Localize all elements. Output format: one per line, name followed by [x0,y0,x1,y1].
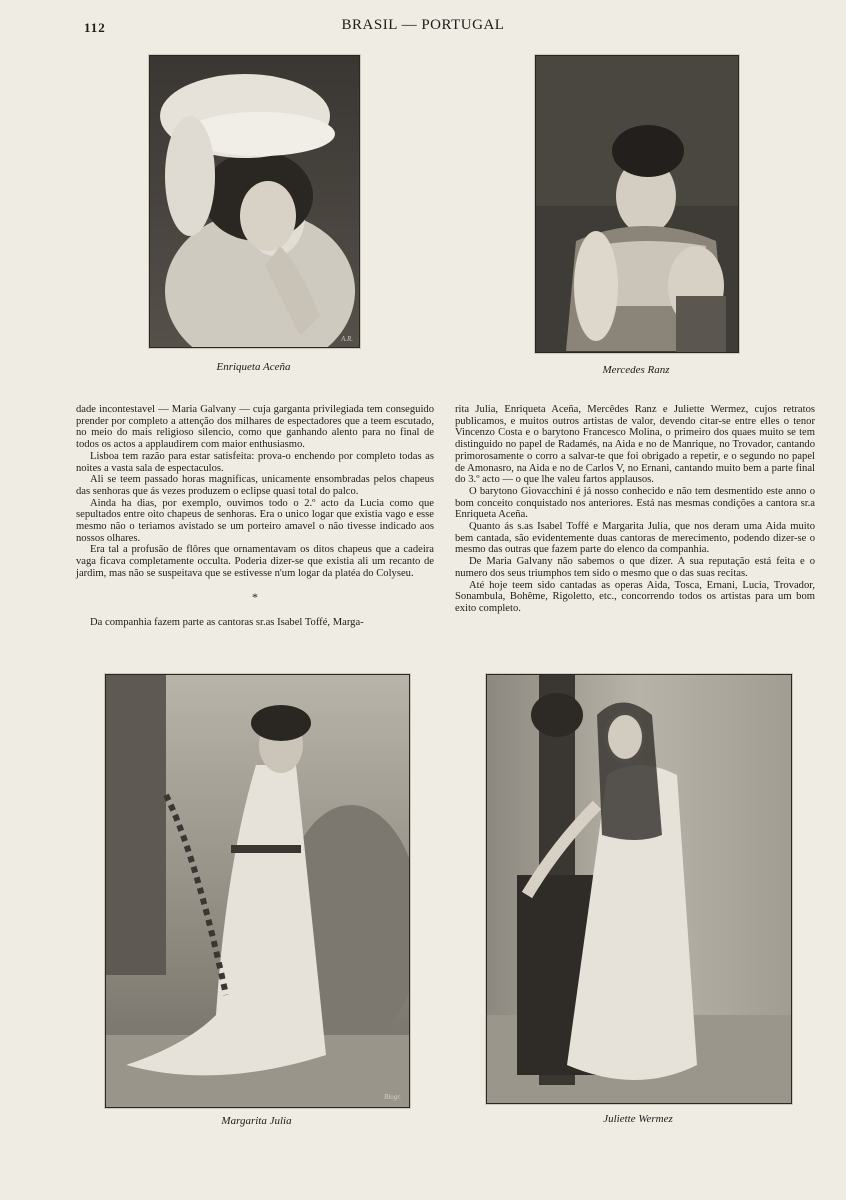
paragraph: De Maria Galvany não sabemos o que dizer. A sua reputação está feita e o numero dos seus triumphos tem sido o mesmo que o das suas recitas. [455,556,815,579]
page-number: 112 [84,20,106,35]
photo-mercedes-ranz [535,55,739,353]
paragraph: O barytono Giovacchini é já nosso conhecido e não tem desmentido este anno o bom conceito conquistado nos anteriores. Está nas mesmas condições a cantora sr.a Enriqueta Aceña. [455,485,815,521]
section-separator: * [252,589,258,604]
paragraph: Ainda ha dias, por exemplo, ouvimos todo o 2.º acto da Lucia como que sepultados entre oito chapeus de senhoras. Era o unico logar que existia vago e esse mesmo não o teriamos avistado se um porteiro amavel o não tivesse indicado aos nossos olhares. [76,497,434,544]
paragraph: Era tal a profusão de flôres que ornamentavam os ditos chapeus que a cadeira vaga ficava completamente occulta. Poderia dizer-se que existia ali um recanto de jardim, mas não se suspeitava que se estivesse n'um logar da platéa do Colyseu. [76,544,434,579]
caption-juliette-wermez: Juliette Wermez [603,1113,673,1125]
article-right-column [455,404,815,615]
photo-margarita-julia: Biogr. [105,674,410,1108]
photo-enriqueta-acena: A.R. [149,55,360,348]
running-head: BRASIL — PORTUGAL [341,17,505,33]
caption-enriqueta-acena: Enriqueta Aceña [216,361,291,373]
caption-margarita-julia: Margarita Julia [221,1115,292,1127]
article-left-column [76,404,434,629]
paragraph: Da companhia fazem parte as cantoras sr.as Isabel Toffé, Marga- [90,617,364,629]
paragraph: Lisboa tem razão para estar satisfeita: prova-o enchendo por completo todas as noites a vasta sala de espectaculos. [76,450,434,474]
paragraph: rita Julia, Enriqueta Aceña, Mercêdes Ranz e Juliette Wermez, cujos retratos publicamos, e muitos outros artistas de valor, devendo citar-se entre elles o tenor Vincenzo Costa e o barytono Francesco Molina, o primeiro dos quaes muito se tem distinguido no papel de Radamés, na Aida e no de Manrique, no Trovador, cantando primorosamente o corro a salvar-te que foi obrigado a repetir, e o segundo no papel de Amonasro, na Aida e no de Carlos V, no Ernani, cantando muito bem a parte final do 3.º acto — o que lhe valeu fartos applausos. [455,404,815,486]
caption-mercedes-ranz: Mercedes Ranz [602,364,670,376]
paragraph: dade incontestavel — Maria Galvany — cuja garganta privilegiada tem conseguido prender por completo a attenção dos milhares de espectadores que a teem escutado, no meio do mais religioso silencio, como que ganhando alento para no final de todos os actos a applaudirem com maior enthusiasmo. [76,404,434,451]
photo-juliette-wermez [486,674,792,1104]
paragraph: Até hoje teem sido cantadas as operas Aida, Tosca, Ernani, Lucia, Trovador, Sonambula, Bohême, Rigoletto, etc., concorrendo todos os artistas para um bom exito completo. [455,579,815,614]
paragraph: Quanto ás s.as Isabel Toffé e Margarita Julia, que nos deram uma Aida muito bem cantada, são evidentemente duas cantoras de merecimento, podendo dizer-se o mesmo das outras que fazem parte do elenco da companhia. [455,521,815,556]
paragraph: Ali se teem passado horas magnificas, unicamente ensombradas pelos chapeus das senhoras que ás vezes produzem o eclipse quasi total do palco. [76,474,434,497]
